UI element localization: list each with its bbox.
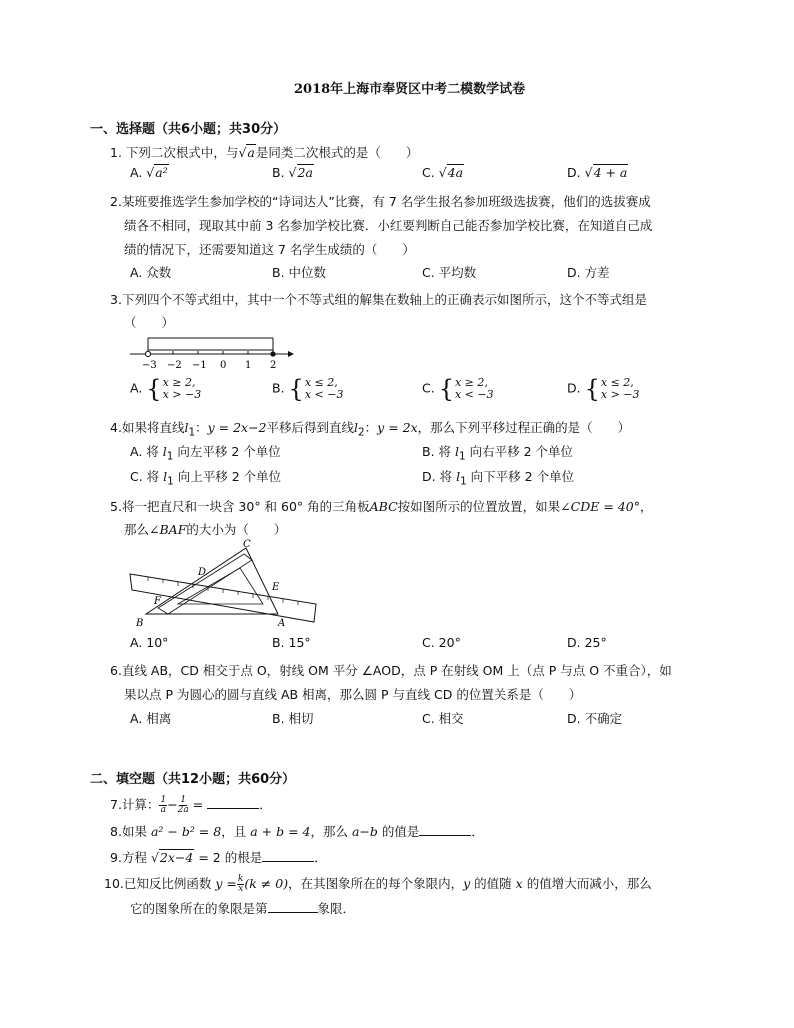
radicand: 4 + a xyxy=(593,165,628,180)
inequality: x < −3 xyxy=(454,388,494,401)
sqrt-symbol: √ xyxy=(238,145,247,160)
answer-blank[interactable] xyxy=(419,823,471,836)
option-d[interactable]: D. 25° xyxy=(567,635,607,650)
numerator: k xyxy=(237,874,244,884)
option-label: A. xyxy=(130,165,143,180)
question-text: ，那么下列平移过程正确的是（ ） xyxy=(417,420,631,435)
option-text: 向左平移 2 个单位 xyxy=(177,444,281,459)
label-c: C xyxy=(243,539,251,550)
equation: y = xyxy=(215,876,237,891)
question-text: ． xyxy=(471,824,484,839)
option-d[interactable] xyxy=(422,467,574,488)
question-number: 7. xyxy=(110,797,122,812)
question-number: 5. xyxy=(110,499,122,514)
question-text: 那么 xyxy=(124,522,150,537)
question-text: ， xyxy=(639,499,653,514)
option-label: A. xyxy=(130,380,143,396)
question-number: 1. xyxy=(110,145,122,160)
option-b[interactable]: B. 相切 xyxy=(272,711,314,726)
operator: = xyxy=(192,797,204,812)
label-a: A xyxy=(278,618,286,628)
tick-label: −1 xyxy=(192,360,207,371)
radicand: a xyxy=(247,145,255,160)
denominator: 2a xyxy=(177,805,189,815)
arrow-head xyxy=(288,351,294,357)
question-text: 是同类二次根式的是（ ） xyxy=(255,145,419,160)
option-c[interactable]: C. √4a xyxy=(422,165,464,180)
subscript: 1 xyxy=(460,475,467,488)
numerator: 1 xyxy=(160,795,167,805)
tick-label: 1 xyxy=(245,360,252,371)
question-7 xyxy=(110,795,272,815)
option-text: 向下平移 2 个单位 xyxy=(470,469,575,484)
question-text: 某班要推选学生参加学校的“诗词达人”比赛，有 7 名学生报名参加班级选拔赛，他们的选拔赛成 xyxy=(121,194,651,209)
option-a[interactable]: A. 相离 xyxy=(130,711,172,726)
question-4 xyxy=(110,418,630,439)
subscript: 1 xyxy=(166,450,174,463)
tick-label: −2 xyxy=(167,360,182,371)
question-text: 它的图象所在的象限是第 xyxy=(130,901,268,916)
line-name: l xyxy=(184,420,189,435)
option-d[interactable]: D. 方差 xyxy=(567,265,610,280)
option-label: B. xyxy=(272,165,285,180)
option-label: B. xyxy=(272,380,285,396)
question-text: 下列二次根式中，与 xyxy=(125,145,239,160)
question-text: ，那么 xyxy=(310,824,348,839)
line-name: l xyxy=(162,444,167,459)
numerator: 1 xyxy=(180,795,187,805)
line-name: l xyxy=(456,469,461,484)
question-text: 的大小为（ ） xyxy=(186,522,287,537)
page-title: 2018年上海市奉贤区中考二模数学试卷 xyxy=(294,82,526,97)
angle-expr: ∠BAF xyxy=(149,522,187,537)
option-label: D. xyxy=(567,165,581,180)
option-label: D. 将 xyxy=(422,469,453,484)
question-2 xyxy=(110,192,651,210)
question-9: 9.方程 √2x−4 = 2 的根是 ． xyxy=(110,850,327,865)
question-number: 2. xyxy=(110,194,122,209)
open-dot xyxy=(145,351,150,356)
option-a[interactable]: A. { x ≥ 2, x > −3 xyxy=(130,375,202,403)
variable: y xyxy=(463,876,471,891)
question-text: ： xyxy=(364,420,378,435)
question-text: 按如图所示的位置放置，如果 xyxy=(397,499,561,514)
ruler-triangle-figure xyxy=(128,538,328,628)
equation: a−b xyxy=(351,824,378,839)
question-text: 绩各不相同，现取其中前 3 名参加学校比赛．小红要判断自己能否参加学校比赛，在知道自己成 xyxy=(124,218,653,233)
question-number: 4. xyxy=(110,420,122,435)
question-text: 方程 xyxy=(121,850,147,865)
question-text: 已知反比例函数 xyxy=(123,876,212,891)
label-d: D xyxy=(198,567,207,578)
question-text: 的值是 xyxy=(381,824,420,839)
tick-label: −3 xyxy=(142,360,157,371)
closed-dot xyxy=(270,351,275,356)
question-text: 直线 AB，CD 相交于点 O，射线 OM 平分 ∠AOD，点 P 在射线 OM 上（点 P 与点 O 不重合），如 xyxy=(121,663,672,678)
question-text: 下列四个不等式组中，其中一个不等式组的解集在数轴上的正确表示如图所示，这个不等式组是 xyxy=(121,292,647,307)
option-c[interactable]: C. 20° xyxy=(422,635,461,650)
question-text: 计算： xyxy=(121,797,160,812)
option-b[interactable] xyxy=(422,442,573,463)
question-number: 9. xyxy=(110,850,122,865)
answer-blank[interactable] xyxy=(207,796,259,809)
subscript: 2 xyxy=(358,426,365,439)
question-3 xyxy=(110,290,647,308)
option-label: A. 将 xyxy=(130,444,159,459)
option-c[interactable] xyxy=(130,467,281,488)
triangle-name: ABC xyxy=(369,499,398,514)
equation: y = 2x xyxy=(377,420,418,435)
ruler-2 xyxy=(158,554,252,614)
question-text: ，且 xyxy=(221,824,247,839)
inner-triangle xyxy=(178,568,263,604)
question-8 xyxy=(110,822,484,840)
equation: y = 2x−2 xyxy=(207,420,267,435)
option-text: 向右平移 2 个单位 xyxy=(469,444,574,459)
question-number: 8. xyxy=(110,824,122,839)
denominator: x xyxy=(238,884,244,894)
radicand: 2x−4 xyxy=(159,850,194,865)
inequality: x > −3 xyxy=(600,388,640,401)
option-a[interactable]: A. √a² xyxy=(130,165,168,180)
inequality: x ≤ 2, xyxy=(304,376,338,389)
variable: x xyxy=(515,876,523,891)
inequality: x ≤ 2, xyxy=(600,376,634,389)
option-d[interactable]: D. 不确定 xyxy=(567,711,623,726)
angle-expr: ∠CDE = 40° xyxy=(560,499,640,514)
option-a[interactable] xyxy=(130,442,281,463)
option-label: C. xyxy=(422,380,435,396)
line-name: l xyxy=(354,420,359,435)
option-a[interactable]: A. 10° xyxy=(130,635,169,650)
option-text: 向上平移 2 个单位 xyxy=(177,469,282,484)
option-d[interactable]: D. { x ≤ 2, x > −3 xyxy=(567,375,640,403)
inequality: x < −3 xyxy=(304,388,344,401)
number-line-figure xyxy=(128,332,298,374)
radicand: a² xyxy=(155,165,168,180)
question-text: 如果 xyxy=(121,824,147,839)
equation: a² − b² = 8 xyxy=(150,824,222,839)
option-b[interactable]: B. 15° xyxy=(272,635,311,650)
question-text-line2 xyxy=(124,520,286,538)
option-a[interactable]: A. 众数 xyxy=(130,265,172,280)
question-text: ． xyxy=(259,797,272,812)
option-b[interactable]: B. √2a xyxy=(272,165,313,180)
label-f: F xyxy=(154,596,161,607)
label-e: E xyxy=(272,582,280,593)
question-text: ，在其图象所在的每个象限内， xyxy=(288,876,464,891)
question-number: 6. xyxy=(110,663,122,678)
denominator: a xyxy=(160,805,166,815)
question-1 xyxy=(110,143,418,161)
option-label: C. 将 xyxy=(130,469,160,484)
question-text: （ ） xyxy=(124,315,175,330)
question-text: 平移后得到直线 xyxy=(266,420,355,435)
line-name: l xyxy=(455,444,460,459)
option-c[interactable]: C. 相交 xyxy=(422,711,464,726)
question-10 xyxy=(104,874,652,894)
subscript: 1 xyxy=(188,426,196,439)
question-text: 将一把直尺和一块含 30° 和 60° 角的三角板 xyxy=(121,499,370,514)
inequality: x ≥ 2, xyxy=(162,376,196,389)
question-text: 绩的情况下，还需要知道这 7 名学生成绩的（ ） xyxy=(124,242,415,257)
question-text: = 2 的根是 xyxy=(198,850,263,865)
question-text: ： xyxy=(195,420,208,435)
tick-label: 2 xyxy=(270,360,277,371)
question-5 xyxy=(110,497,652,515)
line-name: l xyxy=(163,469,168,484)
radicand: 4a xyxy=(447,165,464,180)
question-6 xyxy=(110,661,672,679)
answer-blank[interactable] xyxy=(268,900,318,913)
option-b[interactable]: B. { x ≤ 2, x < −3 xyxy=(272,375,344,403)
question-text: 的值增大而减小，那么 xyxy=(526,876,652,891)
question-number: 3. xyxy=(110,292,122,307)
option-label: C. xyxy=(422,165,435,180)
question-text: 的值随 xyxy=(474,876,512,891)
operator: − xyxy=(167,797,178,812)
option-d[interactable]: D. √4 + a xyxy=(567,165,628,180)
question-10-line2 xyxy=(130,899,355,917)
inequality: x ≥ 2, xyxy=(454,376,488,389)
tick-label: 0 xyxy=(220,360,227,371)
question-text: ． xyxy=(314,850,327,865)
answer-blank[interactable] xyxy=(262,849,314,862)
section-heading-choice: 一、选择题（共6小题；共30分） xyxy=(90,122,287,137)
subscript: 1 xyxy=(459,450,466,463)
radicand: 2a xyxy=(297,165,313,180)
condition: (k ≠ 0) xyxy=(244,876,289,891)
section-heading-fill: 二、填空题（共12小题；共60分） xyxy=(90,772,296,787)
option-c[interactable]: C. 平均数 xyxy=(422,265,477,280)
question-number: 10. xyxy=(104,876,124,891)
option-label: D. xyxy=(567,380,581,396)
option-b[interactable]: B. 中位数 xyxy=(272,265,327,280)
equation: a + b = 4 xyxy=(250,824,311,839)
fraction xyxy=(178,796,189,815)
inequality: x > −3 xyxy=(162,388,202,401)
question-text: 果以点 P 为圆心的圆与直线 AB 相离，那么圆 P 与直线 CD 的位置关系是（ ） xyxy=(124,687,582,702)
label-b: B xyxy=(136,618,144,628)
subscript: 1 xyxy=(167,475,174,488)
option-label: B. 将 xyxy=(422,444,452,459)
option-c[interactable]: C. { x ≥ 2, x < −3 xyxy=(422,375,494,403)
question-text: 象限． xyxy=(317,901,356,916)
question-text: 如果将直线 xyxy=(121,420,185,435)
